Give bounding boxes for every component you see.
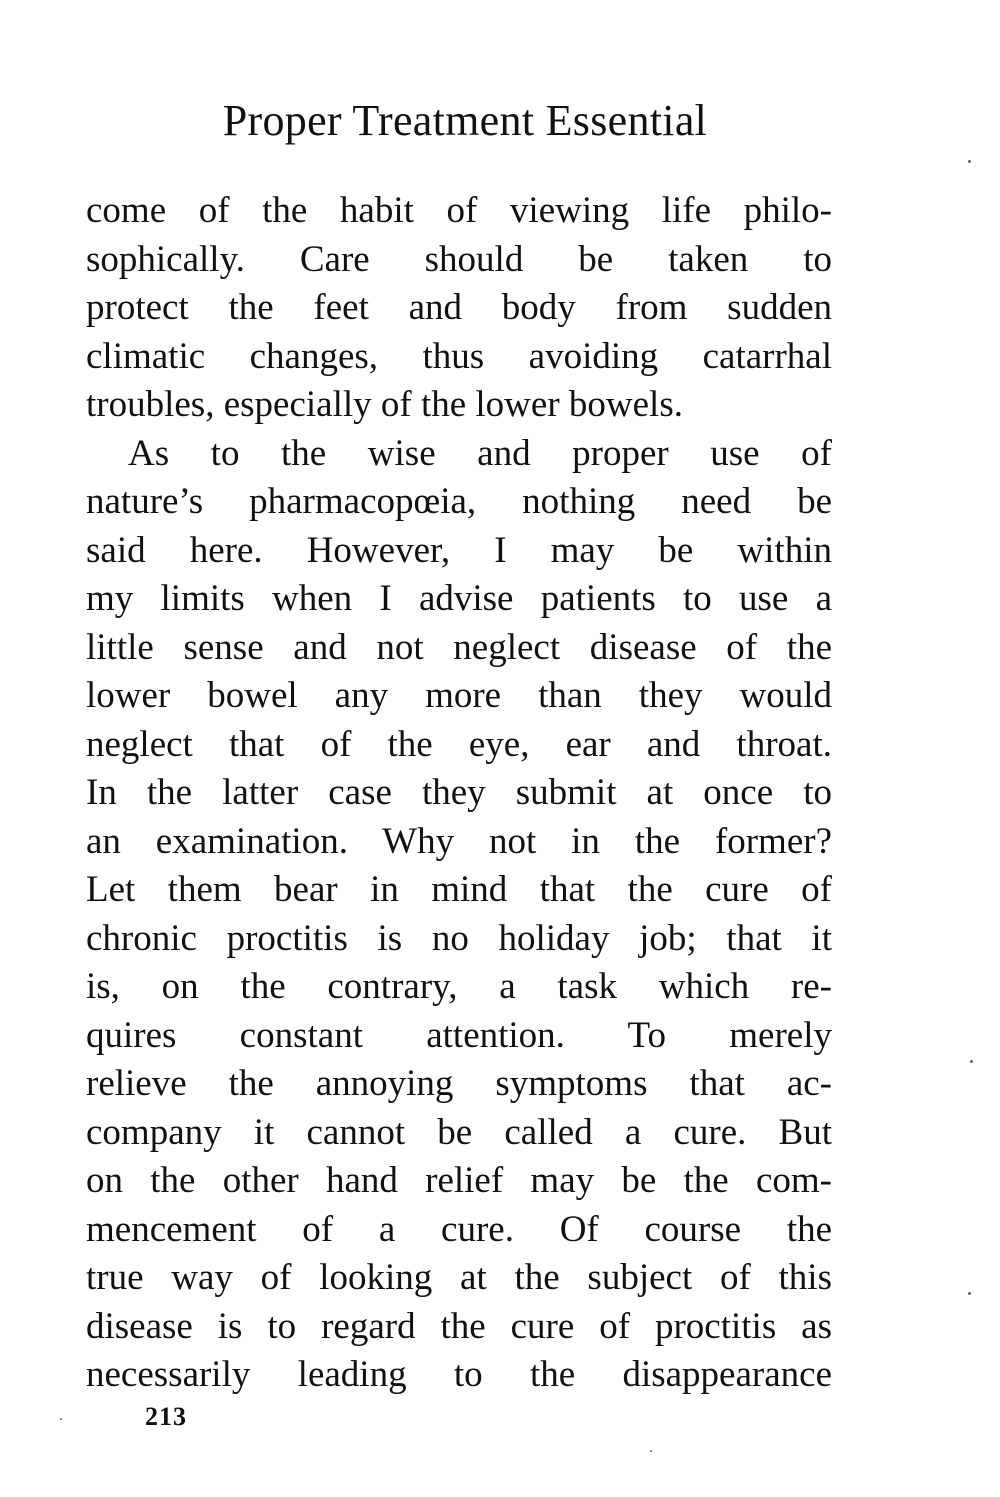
text-line: disease is to regard the cure of proctitis as [86, 1305, 832, 1347]
scan-speck [968, 160, 971, 163]
text-line: quires constant attention. To merely [86, 1014, 832, 1056]
text-line: said here. However, I may be within [86, 529, 832, 571]
scan-speck [968, 1292, 971, 1295]
text-line: chronic proctitis is no holiday job; that it [86, 917, 832, 959]
text-line: troubles, especially of the lower bowels. [86, 384, 683, 425]
text-line: an examination. Why not in the former? [86, 820, 832, 862]
text-line: sophically. Care should be taken to [86, 238, 832, 280]
text-line: relieve the annoying symptoms that ac- [86, 1063, 832, 1104]
text-line: my limits when I advise patients to use a [86, 578, 832, 619]
text-line: climatic changes, thus avoiding catarrhal [86, 335, 832, 377]
text-line: Let them bear in mind that the cure of [86, 869, 832, 910]
text-line: nature’s pharmacopœia, nothing need be [86, 481, 832, 522]
running-head: Proper Treatment Essential [222, 96, 708, 145]
text-line: protect the feet and body from sudden [86, 287, 832, 328]
text-line: In the latter case they submit at once to [86, 772, 832, 813]
text-line: mencement of a cure. Of course the [86, 1208, 832, 1250]
scan-speck [60, 1418, 62, 1420]
text-line: come of the habit of viewing life philo- [86, 190, 832, 231]
text-line: necessarily leading to the disappearance [86, 1354, 832, 1395]
text-line: neglect that of the eye, ear and throat. [86, 723, 832, 765]
text-line: is, on the contrary, a task which re- [86, 966, 832, 1007]
text-line: on the other hand relief may be the com- [86, 1160, 832, 1201]
scan-speck [650, 1450, 652, 1452]
text-line: company it cannot be called a cure. But [86, 1111, 832, 1153]
text-line: little sense and not neglect disease of the [86, 626, 832, 668]
paragraph-first-line: As to the wise and proper use of [128, 432, 832, 474]
scan-speck [970, 1060, 973, 1063]
text-line: lower bowel any more than they would [86, 675, 832, 716]
body-text [86, 187, 832, 1400]
text-line: true way of looking at the subject of this [86, 1257, 832, 1298]
page-number: 213 [145, 1402, 187, 1431]
